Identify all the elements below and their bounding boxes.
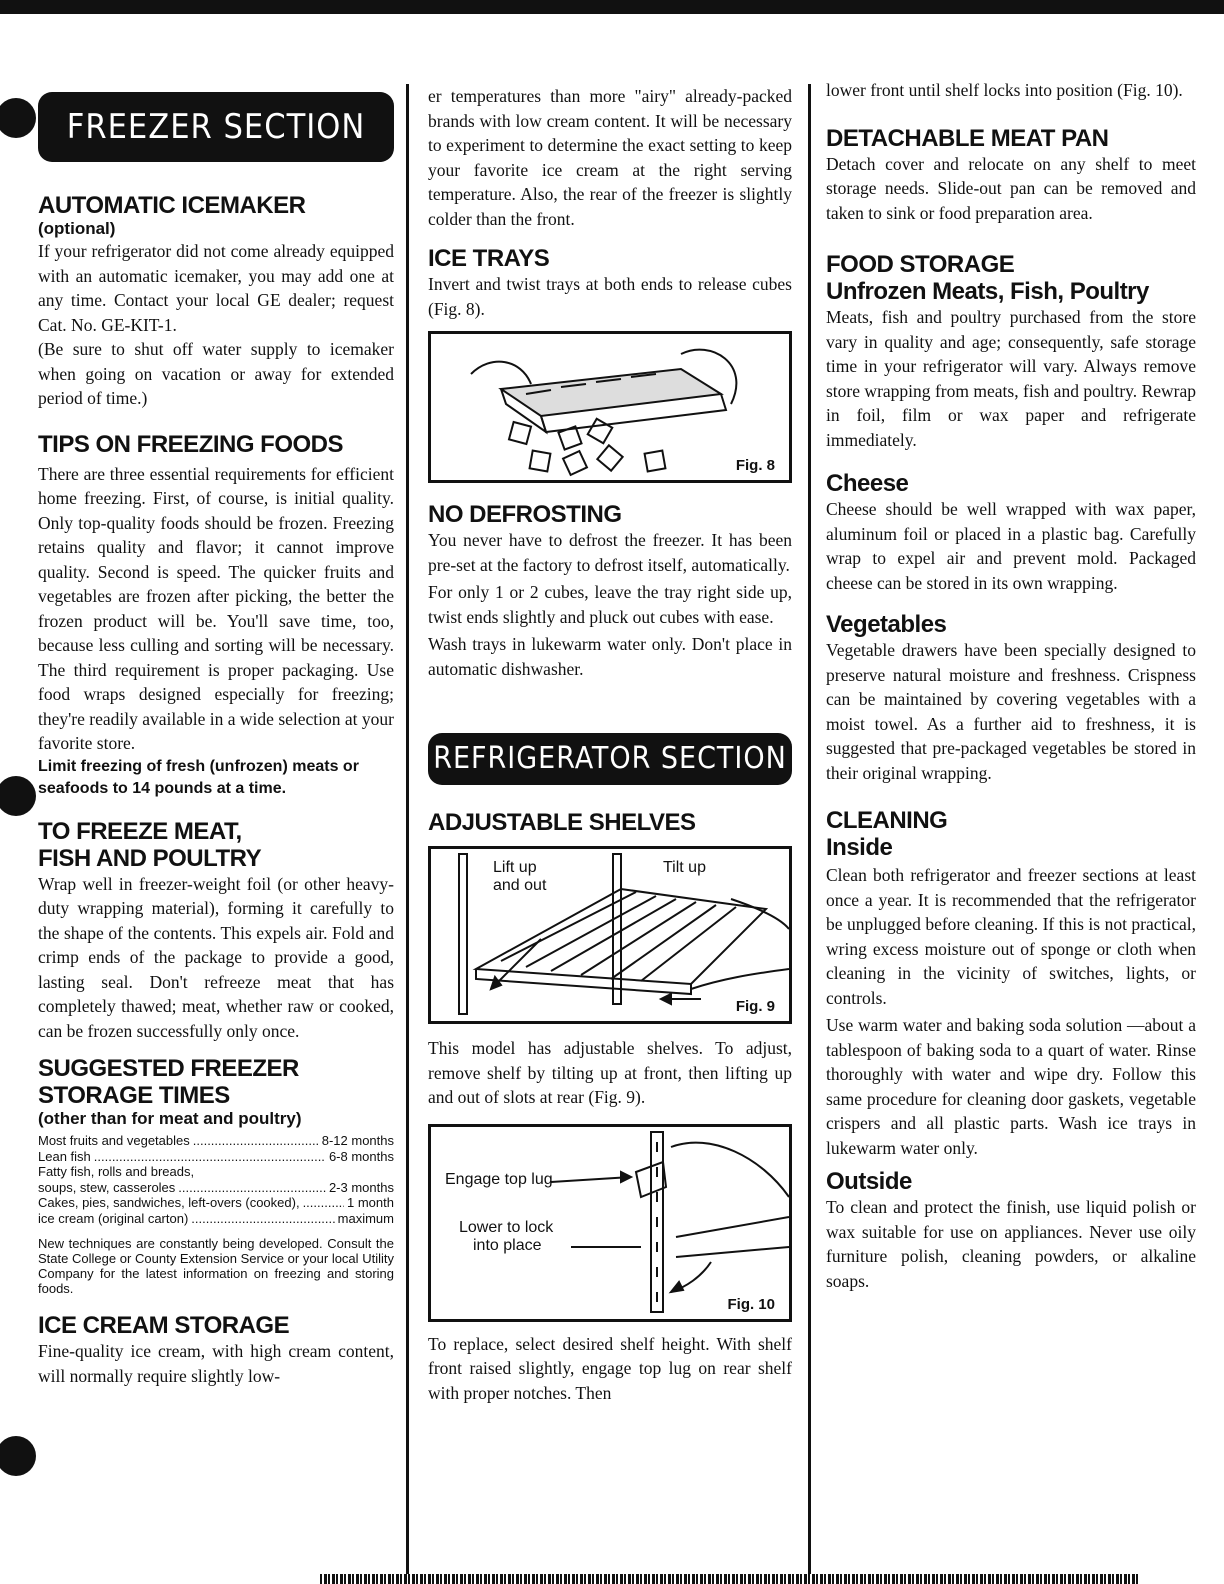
column-1	[38, 0, 394, 1388]
cleaning-paragraph-3: To clean and protect the finish, use liquid polish or wax suitable for use on appliances. Never use oily furniture polish, cleaning powders, or alkaline soaps.	[826, 1197, 1196, 1291]
food-storage-paragraph: Meats, fish and poultry purchased from the store vary in quality and age; consequently, safe storage time in your refrigerator will vary. Always remove store wrapping from meats, fish and poultry. Rewrap in foil, film or wax paper and refrigerate immediately.	[826, 307, 1196, 450]
storage-title-2: STORAGE TIMES	[38, 1082, 230, 1109]
trays-title: ICE TRAYS	[428, 245, 550, 272]
row-item: soups, stew, casseroles	[38, 1179, 176, 1195]
tips-bold-note: Limit freezing of fresh (unfrozen) meats or seafoods to 14 pounds at a time.	[38, 757, 359, 797]
trays-paragraph: Invert and twist trays at both ends to release cubes (Fig. 8).	[428, 274, 792, 319]
row-item: Fatty fish, rolls and breads,	[38, 1164, 195, 1179]
row-item: Cakes, pies, sandwiches, left-overs (cooked),	[38, 1195, 300, 1210]
figure-10	[428, 1124, 792, 1322]
refrigerator-section-banner: REFRIGERATOR SECTION	[428, 733, 792, 785]
food-storage-subtitle: Unfrozen Meats, Fish, Poultry	[826, 278, 1149, 305]
meat-section	[38, 818, 394, 1044]
freezer-section-banner: FREEZER SECTION	[38, 92, 394, 162]
tips-paragraph: There are three essential requirements for efficient home freezing. First, of course, is initial quality. Only top-quality foods should be frozen. Freezing retains quality and flavor; it cannot improve quality. Second is speed. The quicker fruits and vegetables are frozen after picking, the better the frozen product will be. You'll save time, too, because less culling and sorting will be necessary. The third requirement is proper packaging. Use food wraps designed especially for freezing; they're readily available in a wide selection at your favorite store.	[38, 463, 394, 753]
column-rule-1	[406, 84, 409, 1574]
storage-note: New techniques are constantly being developed. Consult the State College or County Extension Service or your local Utility Company for the latest information on freezing and storing foods.	[38, 1236, 394, 1296]
shelves-paragraph-2: To replace, select desired shelf height. With shelf front raised slightly, engage top lug on rear shelf with proper notches. Then	[428, 1333, 792, 1403]
callout-line-2: and out	[493, 877, 547, 894]
storage-section	[38, 1055, 394, 1296]
food-storage-section	[826, 251, 1196, 452]
icemaker-section	[38, 192, 394, 411]
row-time: 1 month	[347, 1195, 394, 1210]
table-row	[38, 1149, 394, 1165]
callout-line-1: Lift up	[493, 859, 537, 876]
storage-table	[38, 1133, 394, 1226]
icecream-continued: er temperatures than more "airy" already-packed brands with low cream content. It will be necessary to experiment to determine the exact setting to keep your favorite ice cream at the right serving temperature. Also, the rear of the freezer is slightly colder than the front.	[428, 86, 792, 229]
punch-hole-bottom	[0, 1436, 36, 1476]
column-2	[428, 0, 792, 1405]
callout-line-2: into place	[473, 1236, 542, 1254]
vegetables-section	[826, 611, 1196, 785]
icemaker-title: AUTOMATIC ICEMAKER	[38, 192, 306, 219]
fig-10-label: Fig. 10	[727, 1295, 775, 1313]
figure-8	[428, 331, 792, 483]
cheese-section	[826, 470, 1196, 595]
storage-subtitle: (other than for meat and poultry)	[38, 1109, 302, 1128]
defrost-paragraph-1: You never have to defrost the freezer. It has been pre-set at the factory to defrost itself, automatically.	[428, 530, 792, 575]
defrost-title: NO DEFROSTING	[428, 501, 622, 528]
punch-hole-top	[0, 98, 36, 138]
vegetables-title: Vegetables	[826, 611, 947, 638]
fig-9-callout-tilt: Tilt up	[663, 859, 706, 876]
defrost-paragraph-2: For only 1 or 2 cubes, leave the tray right side up, twist ends slightly and pluck out cubes with ease.	[428, 582, 792, 627]
table-row	[38, 1164, 394, 1180]
callout-line-1: Lower to lock	[459, 1218, 554, 1236]
food-storage-title: FOOD STORAGE	[826, 251, 1015, 278]
icecream-paragraph: Fine-quality ice cream, with high cream content, will normally require slightly low-	[38, 1341, 394, 1386]
fig-8-label: Fig. 8	[735, 457, 775, 474]
cleaning-outside: Outside	[826, 1168, 912, 1195]
icecream-section	[38, 1312, 394, 1388]
row-item: Most fruits and vegetables	[38, 1133, 190, 1148]
meatpan-paragraph: Detach cover and relocate on any shelf to meet storage needs. Slide-out pan can be removed and taken to sink or food preparation area.	[826, 153, 1196, 223]
figure-9	[428, 846, 792, 1024]
tips-title: TIPS ON FREEZING FOODS	[38, 430, 344, 458]
shelves-title: ADJUSTABLE SHELVES	[428, 809, 696, 836]
meatpan-title: DETACHABLE MEAT PAN	[826, 124, 1109, 152]
column-rule-2	[808, 84, 811, 1574]
bottom-edge-bar	[320, 1574, 1140, 1584]
row-time: 6-8 months	[328, 1148, 394, 1164]
table-row	[38, 1211, 394, 1227]
row-time: 2-3 months	[328, 1179, 394, 1195]
shelves-paragraph-1: This model has adjustable shelves. To adjust, remove shelf by tilting up at front, then lifting up and out of slots at rear (Fig. 9).	[428, 1038, 792, 1107]
cleaning-section	[826, 807, 1196, 1293]
fig-10-callout-lower	[459, 1219, 553, 1255]
cleaning-paragraph-1: Clean both refrigerator and freezer sections at least once a year. It is recommended that the refrigerator be unplugged before cleaning. If this is not practical, wring excess moisture out of sponge or cloth when cleaning in the vicinity of switches, lights, or controls.	[826, 865, 1196, 1008]
storage-title-1: SUGGESTED FREEZER	[38, 1055, 299, 1082]
shelves-continued: lower front until shelf locks into position (Fig. 10).	[826, 80, 1183, 100]
defrost-section	[428, 501, 792, 681]
meat-title-1: TO FREEZE MEAT,	[38, 817, 242, 845]
fig-9-label: Fig. 9	[735, 998, 775, 1015]
cheese-paragraph: Cheese should be well wrapped with wax paper, aluminum foil or placed in a plastic bag. Carefully wrap to expel air and prevent mold. Packaged cheese can be stored in its own wrapping.	[826, 499, 1196, 593]
cleaning-paragraph-2: Use warm water and baking soda solution —about a tablespoon of baking soda to a quart of water. Rinse thoroughly with water and wipe dry. Follow this same procedure for cleaning door gaskets, vegetable crispers and all plastic parts. Wash ice trays in lukewarm water only.	[826, 1015, 1196, 1158]
row-time: 8-12 months	[321, 1133, 394, 1148]
meatpan-section	[826, 125, 1196, 226]
defrost-paragraph-3: Wash trays in lukewarm water only. Don't place in automatic dishwasher.	[428, 634, 792, 679]
row-item: Lean fish	[38, 1148, 91, 1164]
shelf-removal-illustration	[431, 849, 789, 1021]
icemaker-subtitle: (optional)	[38, 219, 116, 238]
column-3	[826, 0, 1196, 1293]
table-row	[38, 1133, 394, 1149]
cheese-title: Cheese	[826, 470, 909, 497]
icemaker-note: (Be sure to shut off water supply to icemaker when going on vacation or away for extended period of time.)	[38, 339, 394, 408]
row-time: maximum	[337, 1210, 394, 1226]
fig-10-callout-engage: Engage top lug	[445, 1170, 553, 1188]
row-item: ice cream (original carton)	[38, 1210, 189, 1226]
meat-title-2: FISH AND POULTRY	[38, 844, 262, 872]
table-row	[38, 1195, 394, 1211]
icemaker-paragraph: If your refrigerator did not come already equipped with an automatic icemaker, you may add one at any time. Contact your local GE dealer; request Cat. No. GE-KIT-1.	[38, 241, 394, 335]
table-row	[38, 1180, 394, 1196]
cleaning-title: CLEANING	[826, 807, 948, 834]
fig-9-callout-lift	[493, 859, 546, 895]
trays-section	[428, 245, 792, 483]
shelves-section	[428, 809, 792, 1405]
tips-section	[38, 431, 394, 800]
vegetables-paragraph: Vegetable drawers have been specially designed to preserve natural moisture and freshness. Crispness can be maintained by covering vegetables with a moist towel. As a further aid to freshness, it is suggested that pre-packaged vegetables be stored in their original wrapping.	[826, 640, 1196, 783]
icecream-title: ICE CREAM STORAGE	[38, 1312, 290, 1339]
punch-hole-middle	[0, 776, 36, 816]
meat-paragraph: Wrap well in freezer-weight foil (or other heavy-duty wrapping material), forming it carefully to the shape of the contents. This expels air. Fold and crimp ends of the package to provide a good, lasting seal. Don't refreeze meat that has completely thawed; meat, whether raw or cooked, can be frozen successfully only once.	[38, 873, 394, 1041]
cleaning-inside: Inside	[826, 834, 893, 861]
